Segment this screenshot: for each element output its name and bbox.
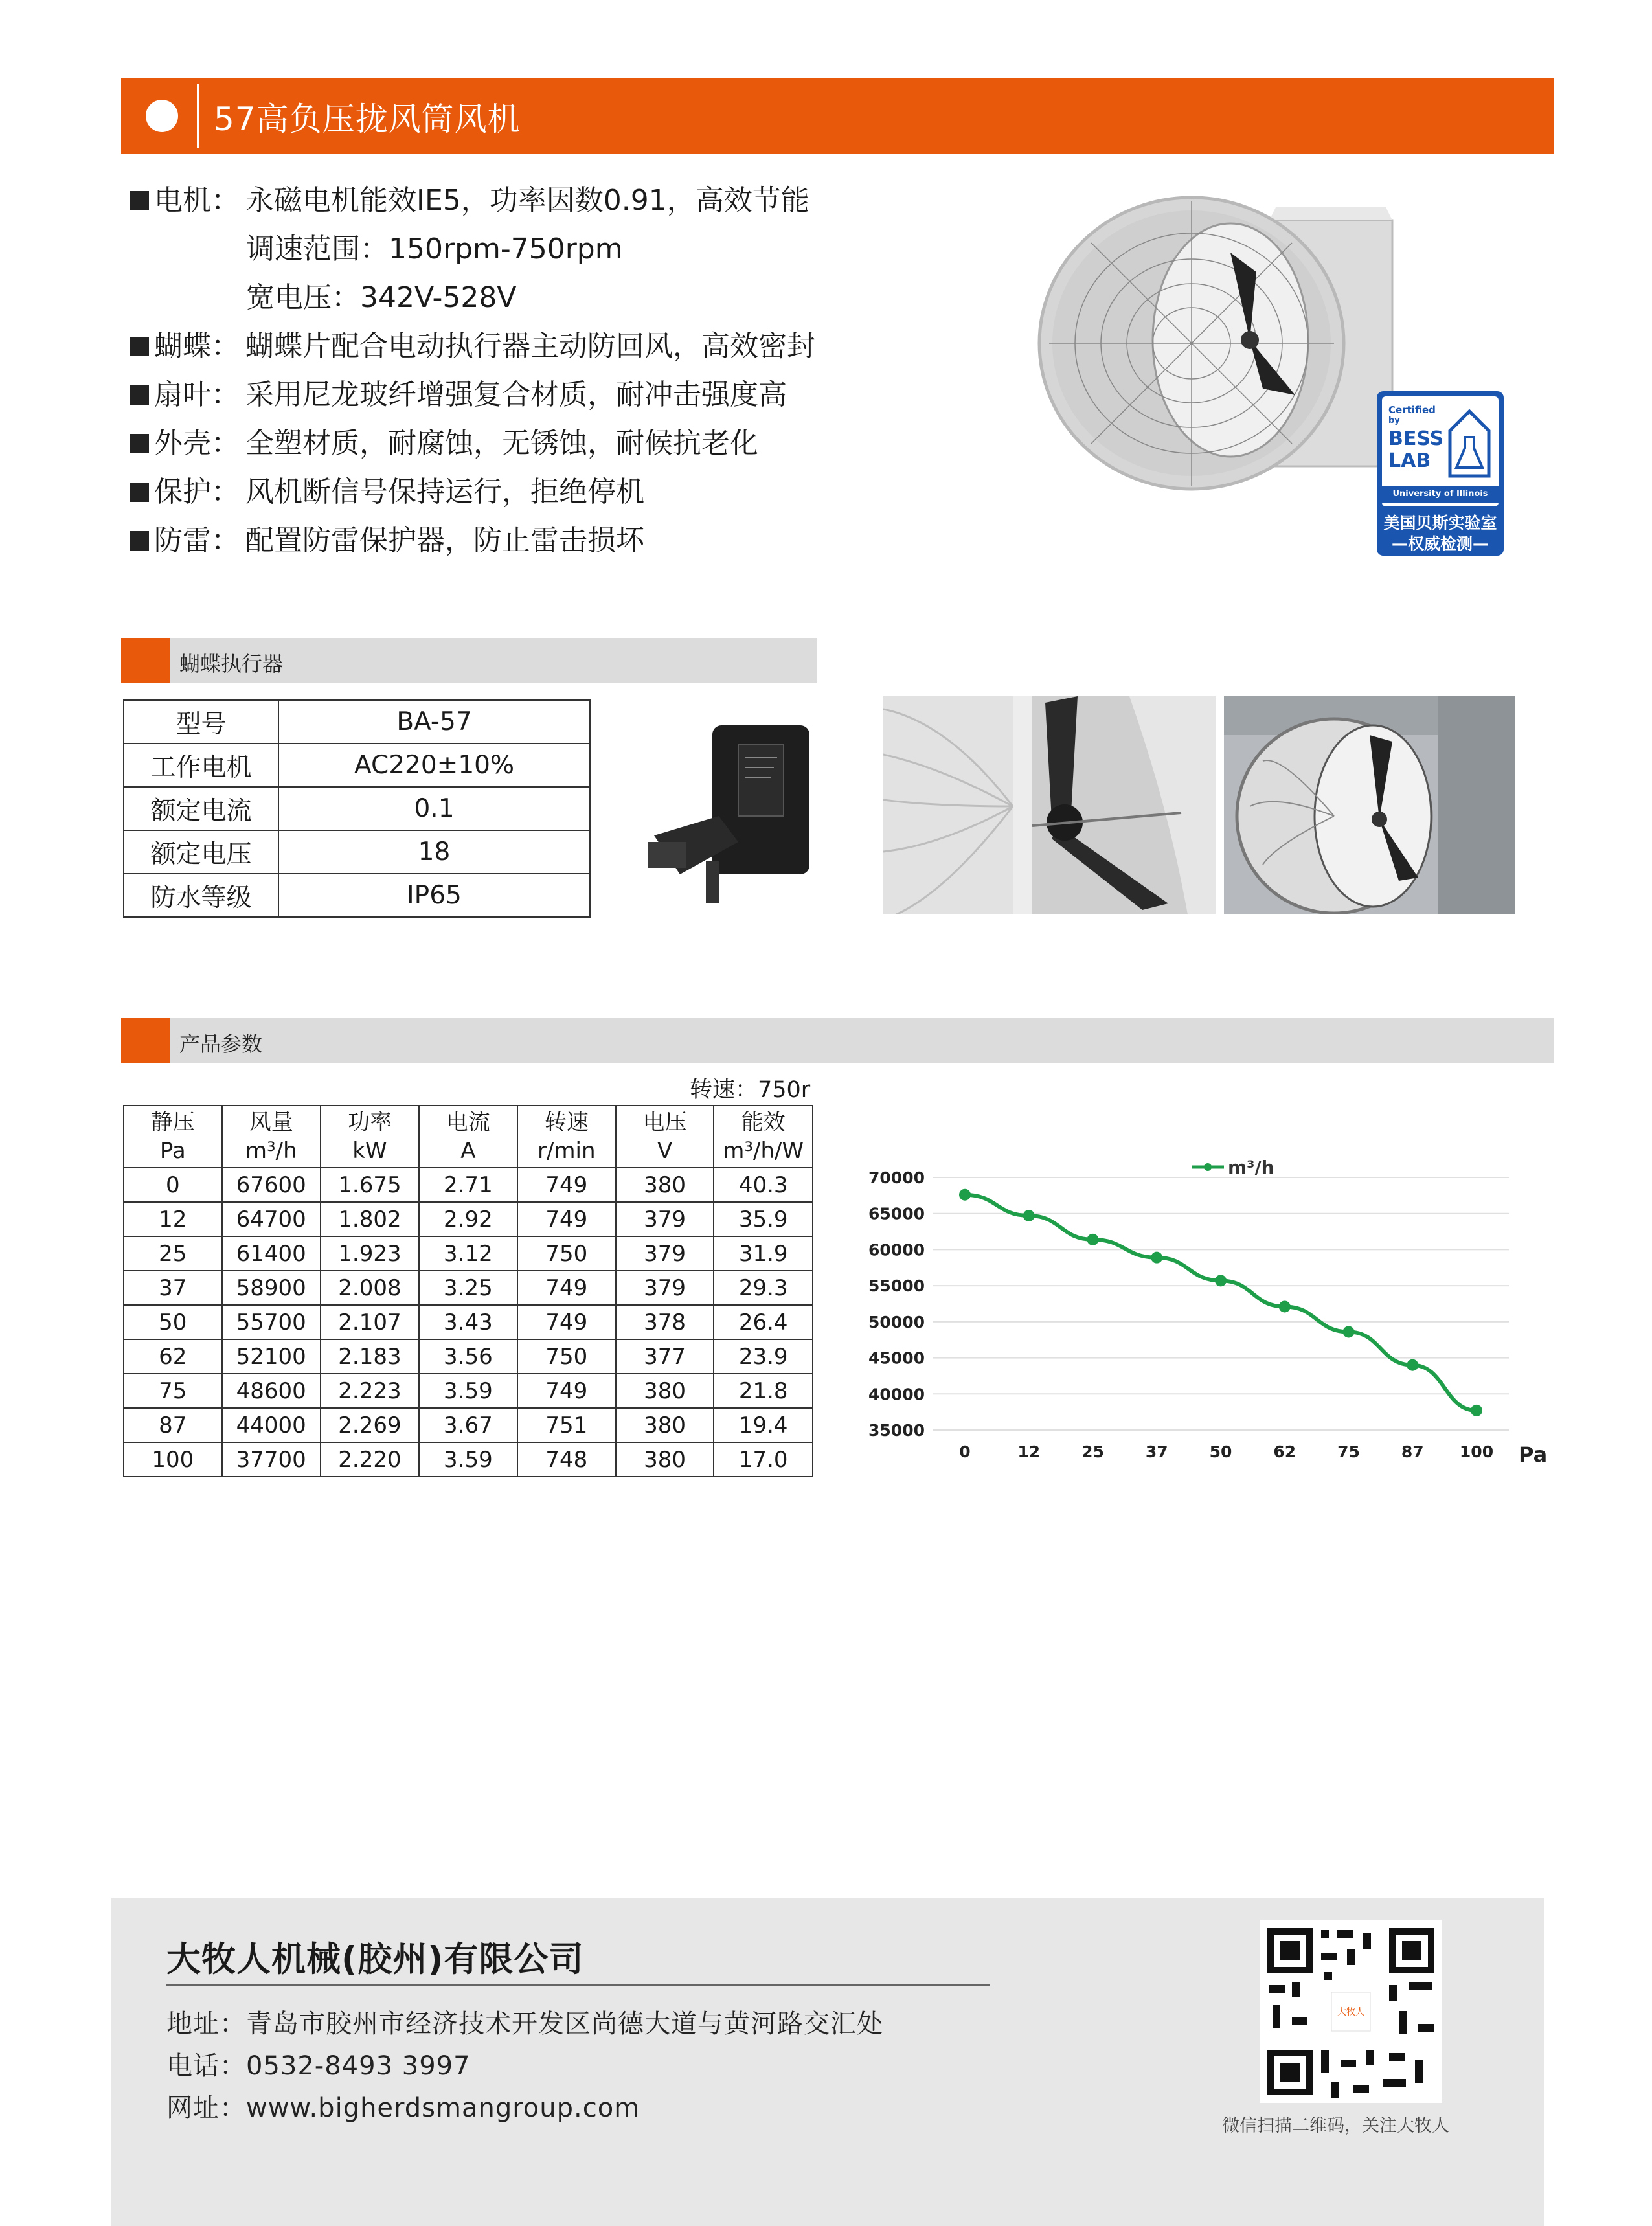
col-header: 静压 Pa <box>124 1106 222 1168</box>
chart-data-point <box>1343 1326 1355 1337</box>
table-cell: 21.8 <box>714 1374 813 1408</box>
feature-blade: 扇叶： 采用尼龙玻纤增强复合材质，耐冲击强度高 <box>130 376 787 415</box>
chart-data-point <box>1407 1359 1418 1371</box>
y-tick-label: 35000 <box>868 1421 925 1440</box>
table-cell: 2.71 <box>419 1168 517 1202</box>
chart-data-point <box>1215 1275 1227 1286</box>
table-cell: 1.675 <box>321 1168 419 1202</box>
table-cell: 48600 <box>222 1374 321 1408</box>
col-header: 电压 V <box>616 1106 714 1168</box>
chart-data-point <box>1151 1252 1162 1264</box>
table-cell: 29.3 <box>714 1271 813 1305</box>
table-cell: 380 <box>616 1408 714 1442</box>
table-cell: 751 <box>517 1408 616 1442</box>
col-header: 转速 r/min <box>517 1106 616 1168</box>
bess-lab-badge: Certified by BESS LAB University of Illinois 美国贝斯实验室 —权威检测— <box>1377 391 1504 556</box>
table-cell: 0 <box>124 1168 222 1202</box>
table-cell: 55700 <box>222 1305 321 1339</box>
col-header: 电流 A <box>419 1106 517 1168</box>
title-bar <box>121 78 1554 154</box>
table-cell: 17.0 <box>714 1442 813 1477</box>
table-cell: 37 <box>124 1271 222 1305</box>
y-tick-label: 40000 <box>868 1385 925 1404</box>
badge-inner: Certified by BESS LAB University of Illinois <box>1382 396 1499 506</box>
table-row <box>124 1408 813 1442</box>
y-tick-label: 70000 <box>868 1168 925 1187</box>
table-cell: 25 <box>124 1236 222 1271</box>
y-tick-label: 55000 <box>868 1277 925 1296</box>
chart-data-point <box>1023 1210 1035 1221</box>
company-website[interactable]: 网址：www.bigherdsmangroup.com <box>166 2093 640 2123</box>
table-row <box>124 1374 813 1408</box>
table-cell: 50 <box>124 1305 222 1339</box>
section-accent <box>121 638 170 683</box>
table-row <box>124 1236 813 1271</box>
table-cell: 3.25 <box>419 1271 517 1305</box>
table-cell: 3.12 <box>419 1236 517 1271</box>
bullet-square-icon <box>130 531 149 551</box>
legend-label: m³/h <box>1228 1157 1274 1178</box>
table-cell: 2.220 <box>321 1442 419 1477</box>
qr-logo: 大牧人 <box>1337 2007 1364 2017</box>
col-header: 功率 kW <box>321 1106 419 1168</box>
table-cell: 64700 <box>222 1202 321 1236</box>
table-cell: 749 <box>517 1374 616 1408</box>
table-cell: 379 <box>616 1271 714 1305</box>
table-cell: 380 <box>616 1442 714 1477</box>
y-tick-label: 45000 <box>868 1348 925 1368</box>
table-cell: 40.3 <box>714 1168 813 1202</box>
table-row: 防水等级 IP65 <box>124 874 590 917</box>
table-cell: 749 <box>517 1202 616 1236</box>
feature-butterfly: 蝴蝶： 蝴蝶片配合电动执行器主动防回风，高效密封 <box>130 327 815 366</box>
table-cell: 52100 <box>222 1339 321 1374</box>
table-header-row <box>124 1106 813 1168</box>
chart-y-ticks <box>868 1168 925 1440</box>
actuator-device-image <box>641 719 822 907</box>
table-cell: 2.183 <box>321 1339 419 1374</box>
table-cell: 100 <box>124 1442 222 1477</box>
x-tick-label: 12 <box>1017 1442 1041 1461</box>
title-circle-icon <box>146 100 178 132</box>
table-row <box>124 1168 813 1202</box>
x-tick-label: 75 <box>1337 1442 1360 1461</box>
chart-data-point <box>959 1189 971 1201</box>
table-row <box>124 1305 813 1339</box>
table-cell: 1.923 <box>321 1236 419 1271</box>
table-cell: 380 <box>616 1374 714 1408</box>
fan-product-image <box>1036 181 1399 492</box>
page-title: 57高负压拢风筒风机 <box>214 100 521 138</box>
section-header-params: 产品参数 <box>121 1018 1554 1063</box>
footer-divider <box>166 1984 990 1986</box>
table-row: 型号 BA-57 <box>124 700 590 744</box>
bullet-square-icon <box>130 337 149 356</box>
table-cell: 2.107 <box>321 1305 419 1339</box>
table-cell: 3.59 <box>419 1374 517 1408</box>
footer <box>111 1898 1544 2226</box>
table-cell: 749 <box>517 1271 616 1305</box>
table-row: 额定电流 0.1 <box>124 787 590 830</box>
fan-installed-photo <box>1224 696 1515 914</box>
table-cell: 3.67 <box>419 1408 517 1442</box>
table-cell: 35.9 <box>714 1202 813 1236</box>
feature-protection: 保护： 风机断信号保持运行，拒绝停机 <box>130 473 644 512</box>
y-tick-label: 60000 <box>868 1240 925 1260</box>
table-cell: 44000 <box>222 1408 321 1442</box>
company-name: 大牧人机械(胶州)有限公司 <box>166 1940 584 1979</box>
table-cell: 3.59 <box>419 1442 517 1477</box>
flask-icon <box>1447 408 1492 479</box>
speed-note: 转速：750r <box>690 1077 811 1103</box>
x-tick-label: 25 <box>1081 1442 1104 1461</box>
table-cell: 19.4 <box>714 1408 813 1442</box>
x-axis-label: Pa <box>1519 1442 1548 1467</box>
feature-motor: 电机： 永磁电机能效IE5，功率因数0.91，高效节能 <box>130 181 809 220</box>
table-cell: 3.56 <box>419 1339 517 1374</box>
section-accent <box>121 1018 170 1063</box>
table-cell: 750 <box>517 1236 616 1271</box>
x-tick-label: 50 <box>1209 1442 1232 1461</box>
col-header: 能效 m³/h/W <box>714 1106 813 1168</box>
bullet-square-icon <box>130 191 149 210</box>
table-cell: 749 <box>517 1305 616 1339</box>
table-row <box>124 1202 813 1236</box>
table-cell: 749 <box>517 1168 616 1202</box>
table-cell: 2.92 <box>419 1202 517 1236</box>
table-row: 额定电压 18 <box>124 830 590 874</box>
section-header-actuator: 蝴蝶执行器 <box>121 638 817 683</box>
y-tick-label: 65000 <box>868 1204 925 1223</box>
table-cell: 2.269 <box>321 1408 419 1442</box>
table-cell: 748 <box>517 1442 616 1477</box>
feature-lightning: 防雷： 配置防雷保护器，防止雷击损坏 <box>130 521 644 560</box>
table-cell: 12 <box>124 1202 222 1236</box>
feature-voltage: 宽电压：342V-528V <box>246 281 517 314</box>
table-cell: 87 <box>124 1408 222 1442</box>
table-cell: 67600 <box>222 1168 321 1202</box>
y-tick-label: 50000 <box>868 1312 925 1332</box>
x-tick-label: 37 <box>1145 1442 1168 1461</box>
x-tick-label: 87 <box>1401 1442 1424 1461</box>
table-cell: 62 <box>124 1339 222 1374</box>
legend-marker <box>1204 1163 1212 1171</box>
col-header: 风量 m³/h <box>222 1106 321 1168</box>
table-cell: 380 <box>616 1168 714 1202</box>
chart-data-point <box>1471 1405 1482 1416</box>
table-cell: 58900 <box>222 1271 321 1305</box>
feature-housing: 外壳： 全塑材质，耐腐蚀，无锈蚀，耐候抗老化 <box>130 424 758 463</box>
company-phone: 电话：0532-8493 3997 <box>166 2051 471 2081</box>
table-cell: 26.4 <box>714 1305 813 1339</box>
table-cell: 750 <box>517 1339 616 1374</box>
table-cell: 2.223 <box>321 1374 419 1408</box>
fan-installed-image <box>1224 696 1515 914</box>
table-cell: 3.43 <box>419 1305 517 1339</box>
table-row <box>124 1442 813 1477</box>
x-tick-label: 0 <box>959 1442 971 1461</box>
table-cell: 23.9 <box>714 1339 813 1374</box>
x-tick-label: 62 <box>1273 1442 1296 1461</box>
table-cell: 75 <box>124 1374 222 1408</box>
chart-x-ticks <box>959 1442 1493 1461</box>
table-cell: 379 <box>616 1236 714 1271</box>
chart-data-point <box>1087 1234 1099 1245</box>
wechat-qr-code[interactable] <box>1260 1920 1442 2103</box>
bullet-square-icon <box>130 434 149 453</box>
table-cell: 61400 <box>222 1236 321 1271</box>
chart-points <box>959 1189 1482 1416</box>
table-cell: 1.802 <box>321 1202 419 1236</box>
table-cell: 379 <box>616 1202 714 1236</box>
x-tick-label: 100 <box>1459 1442 1494 1461</box>
table-cell: 2.008 <box>321 1271 419 1305</box>
chart-legend <box>1192 1157 1274 1178</box>
bullet-square-icon <box>130 385 149 405</box>
qr-caption: 微信扫描二维码，关注大牧人 <box>1222 2116 1449 2136</box>
bullet-square-icon <box>130 483 149 502</box>
actuator-spec-table <box>123 699 591 918</box>
title-divider <box>197 84 199 148</box>
table-row <box>124 1271 813 1305</box>
table-row <box>124 1339 813 1374</box>
chart-data-point <box>1279 1300 1291 1312</box>
chart-series-line <box>965 1195 1477 1411</box>
table-cell: 377 <box>616 1339 714 1374</box>
table-cell: 31.9 <box>714 1236 813 1271</box>
airflow-chart <box>842 1140 1567 1477</box>
qr-icon <box>1260 1920 1442 2103</box>
company-address: 地址：青岛市胶州市经济技术开发区尚德大道与黄河路交汇处 <box>166 2009 883 2039</box>
table-row: 工作电机 AC220±10% <box>124 744 590 787</box>
product-param-table <box>123 1105 813 1477</box>
feature-speed-range: 调速范围：150rpm-750rpm <box>246 233 623 266</box>
fan-interior-photo <box>883 696 1216 914</box>
fan-interior-image <box>883 696 1216 914</box>
table-cell: 37700 <box>222 1442 321 1477</box>
table-cell: 378 <box>616 1305 714 1339</box>
